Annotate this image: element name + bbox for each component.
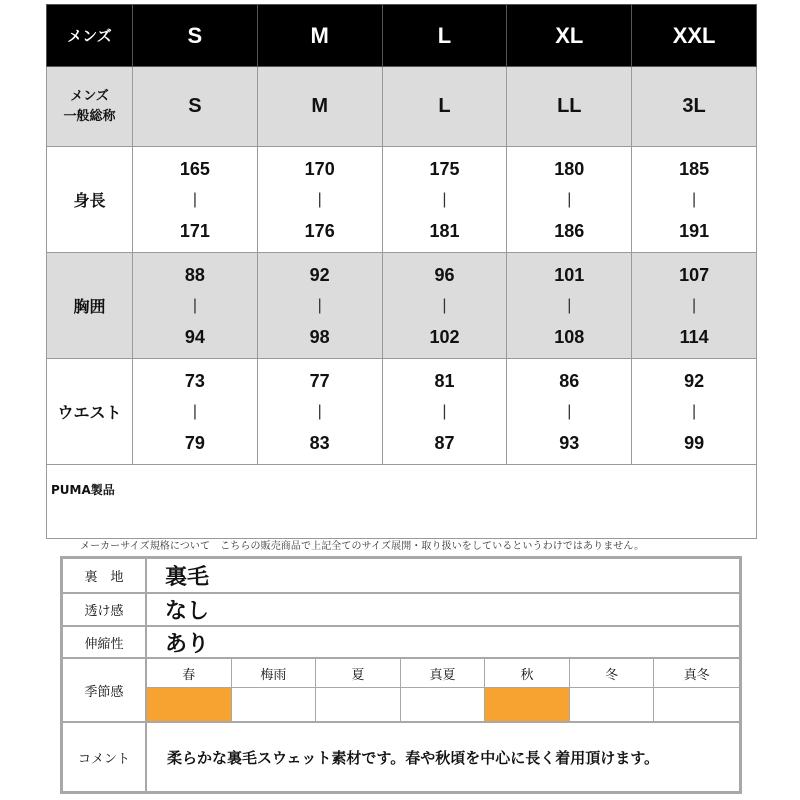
range-max: 87 <box>434 432 455 453</box>
range-cell <box>257 147 382 253</box>
range-min: 175 <box>429 158 460 179</box>
chest-label: 胸囲 <box>47 253 133 359</box>
range-separator: | <box>317 190 322 208</box>
range-cell <box>133 359 258 465</box>
range-max: 98 <box>309 326 330 347</box>
season-marker <box>485 688 570 721</box>
range-separator: | <box>692 190 697 208</box>
season-row <box>63 659 739 723</box>
season-marker <box>401 688 486 721</box>
range-min: 96 <box>434 264 455 285</box>
range-min: 81 <box>434 370 455 391</box>
range-max: 99 <box>684 432 705 453</box>
season-name: 夏 <box>316 659 401 688</box>
season-grid <box>147 659 739 721</box>
range-min: 180 <box>554 158 585 179</box>
range-min: 107 <box>679 264 710 285</box>
header-label: メンズ <box>47 5 133 67</box>
maker-size-note: メーカーサイズ規格について こちらの販売商品で上記全てのサイズ展開・取り扱いをしているというわけではありません。 <box>80 541 645 552</box>
lining-row <box>63 559 739 594</box>
season-name: 真冬 <box>654 659 739 688</box>
range-cell <box>632 253 757 359</box>
season-name: 冬 <box>570 659 655 688</box>
size-header-row <box>47 5 757 67</box>
range-separator: | <box>192 190 197 208</box>
transparency-value: なし <box>165 599 210 624</box>
range-max: 186 <box>554 220 585 241</box>
comment-row <box>63 723 739 791</box>
range-max: 94 <box>184 326 205 347</box>
stretch-label: 伸縮性 <box>63 627 147 657</box>
range-separator: | <box>692 296 697 314</box>
range-min: 170 <box>304 158 335 179</box>
range-max: 191 <box>679 220 710 241</box>
range-cell <box>257 253 382 359</box>
general-label-line2: 一般総称 <box>63 108 116 124</box>
lining-label: 裏 地 <box>63 559 147 592</box>
range-max: 93 <box>559 432 580 453</box>
comment-label: コメント <box>63 723 147 791</box>
general-size-cell: L <box>382 67 507 147</box>
range-separator: | <box>192 402 197 420</box>
range-separator: | <box>567 190 572 208</box>
range-cell <box>507 147 632 253</box>
stretch-value: あり <box>165 631 210 657</box>
stretch-row <box>63 627 739 659</box>
height-row <box>47 147 757 253</box>
range-separator: | <box>192 296 197 314</box>
lining-value: 裏毛 <box>165 565 210 590</box>
chest-row <box>47 253 757 359</box>
range-separator: | <box>567 296 572 314</box>
range-max: 108 <box>554 326 585 347</box>
season-name: 真夏 <box>401 659 486 688</box>
range-min: 77 <box>309 370 330 391</box>
general-size-row <box>47 67 757 147</box>
season-marker <box>570 688 655 721</box>
season-name: 秋 <box>485 659 570 688</box>
header-size-s: S <box>133 5 258 67</box>
range-separator: | <box>442 402 447 420</box>
waist-label: ウエスト <box>47 359 133 465</box>
range-separator: | <box>442 190 447 208</box>
range-cell <box>632 359 757 465</box>
range-cell <box>133 147 258 253</box>
general-size-cell: LL <box>507 67 632 147</box>
range-min: 165 <box>179 158 210 179</box>
season-name: 春 <box>147 659 232 688</box>
general-label-line1: メンズ <box>70 88 109 104</box>
range-cell <box>382 147 507 253</box>
general-size-cell: 3L <box>632 67 757 147</box>
header-size-xxl: XXL <box>632 5 757 67</box>
transparency-row <box>63 594 739 627</box>
range-cell <box>507 253 632 359</box>
season-marker <box>316 688 401 721</box>
comment-value: 柔らかな裏毛スウェット素材です。春や秋頃を中心に長く着用頂けます。 <box>167 748 660 767</box>
header-size-m: M <box>257 5 382 67</box>
season-marker <box>654 688 739 721</box>
range-separator: | <box>317 402 322 420</box>
range-cell <box>632 147 757 253</box>
general-size-cell: M <box>257 67 382 147</box>
general-size-label <box>47 67 133 147</box>
size-chart-table <box>46 4 757 539</box>
season-name: 梅雨 <box>232 659 317 688</box>
range-min: 92 <box>309 264 330 285</box>
range-max: 176 <box>304 220 335 241</box>
range-max: 171 <box>179 220 210 241</box>
height-label: 身長 <box>47 147 133 253</box>
range-max: 79 <box>184 432 205 453</box>
waist-row <box>47 359 757 465</box>
range-min: 88 <box>184 264 205 285</box>
transparency-label: 透け感 <box>63 594 147 625</box>
header-size-l: L <box>382 5 507 67</box>
range-separator: | <box>567 402 572 420</box>
range-cell <box>507 359 632 465</box>
range-separator: | <box>442 296 447 314</box>
range-separator: | <box>317 296 322 314</box>
range-max: 102 <box>429 326 460 347</box>
range-min: 101 <box>554 264 585 285</box>
range-max: 114 <box>679 326 709 347</box>
range-min: 92 <box>684 370 705 391</box>
season-marker <box>147 688 232 721</box>
brand-note: PUMA製品 <box>47 465 757 539</box>
range-min: 86 <box>559 370 580 391</box>
brand-note-row <box>47 465 757 539</box>
header-size-xl: XL <box>507 5 632 67</box>
general-size-cell: S <box>133 67 258 147</box>
range-min: 73 <box>184 370 205 391</box>
season-label: 季節感 <box>63 659 147 721</box>
product-detail-table <box>60 556 742 794</box>
range-min: 185 <box>679 158 710 179</box>
range-cell <box>257 359 382 465</box>
range-cell <box>382 359 507 465</box>
range-cell <box>382 253 507 359</box>
range-separator: | <box>692 402 697 420</box>
range-max: 83 <box>309 432 330 453</box>
range-cell <box>133 253 258 359</box>
season-marker <box>232 688 317 721</box>
range-max: 181 <box>429 220 460 241</box>
